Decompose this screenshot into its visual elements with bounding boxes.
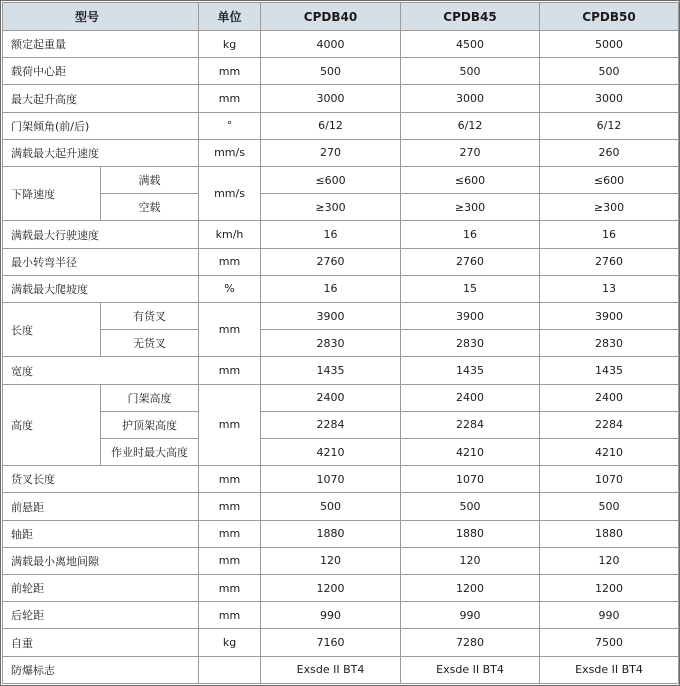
row-label: 防爆标志 <box>3 656 199 683</box>
row-unit: mm <box>199 248 261 275</box>
cell-value: 16 <box>261 221 401 248</box>
cell-value: 2284 <box>261 411 401 438</box>
row-unit: mm <box>199 303 261 357</box>
cell-value: 1070 <box>540 466 679 493</box>
row-label: 满载最大起升速度 <box>3 139 199 166</box>
cell-value: 1435 <box>401 357 540 384</box>
header-model-1: CPDB40 <box>261 3 401 31</box>
cell-value: 2830 <box>401 330 540 357</box>
cell-value: ≥300 <box>261 194 401 221</box>
cell-value: 500 <box>261 493 401 520</box>
cell-value: 1070 <box>401 466 540 493</box>
cell-value: 1200 <box>261 575 401 602</box>
row-unit: mm/s <box>199 167 261 221</box>
row-unit: mm <box>199 58 261 85</box>
row-label: 自重 <box>3 629 199 656</box>
sub-label: 作业时最大高度 <box>101 439 199 466</box>
sub-label: 空载 <box>101 194 199 221</box>
row-length-without-fork <box>3 330 679 357</box>
cell-value: 4210 <box>261 439 401 466</box>
row-fork-length <box>3 466 679 493</box>
cell-value: 1435 <box>261 357 401 384</box>
row-max-lift-speed <box>3 139 679 166</box>
row-unit: kg <box>199 629 261 656</box>
cell-value: 120 <box>540 547 679 574</box>
row-explosion-proof-mark <box>3 656 679 683</box>
row-label: 最大起升高度 <box>3 85 199 112</box>
cell-value: 120 <box>261 547 401 574</box>
cell-value: ≥300 <box>540 194 679 221</box>
cell-value: 500 <box>401 58 540 85</box>
cell-value: 7160 <box>261 629 401 656</box>
forklift-spec-table <box>2 2 679 684</box>
cell-value: 15 <box>401 275 540 302</box>
row-label: 高度 <box>3 384 101 466</box>
row-unit: mm/s <box>199 139 261 166</box>
row-height-overhead-guard <box>3 411 679 438</box>
row-front-overhang <box>3 493 679 520</box>
cell-value: 7280 <box>401 629 540 656</box>
cell-value: 6/12 <box>401 112 540 139</box>
row-wheelbase <box>3 520 679 547</box>
cell-value: 500 <box>540 58 679 85</box>
cell-value: 16 <box>540 221 679 248</box>
row-label: 最小转弯半径 <box>3 248 199 275</box>
row-height-max-working <box>3 439 679 466</box>
cell-value: 16 <box>401 221 540 248</box>
cell-value: 3000 <box>540 85 679 112</box>
cell-value: 1200 <box>401 575 540 602</box>
header-model-3: CPDB50 <box>540 3 679 31</box>
row-label: 轴距 <box>3 520 199 547</box>
cell-value: 1880 <box>401 520 540 547</box>
cell-value: ≤600 <box>401 167 540 194</box>
cell-value: 2284 <box>401 411 540 438</box>
row-unit: mm <box>199 384 261 466</box>
cell-value: 4500 <box>401 31 540 58</box>
row-label: 长度 <box>3 303 101 357</box>
row-label: 满载最大爬坡度 <box>3 275 199 302</box>
row-unit: % <box>199 275 261 302</box>
cell-value: 2760 <box>401 248 540 275</box>
row-rated-load <box>3 31 679 58</box>
cell-value: 3000 <box>261 85 401 112</box>
cell-value: Exsde II BT4 <box>540 656 679 683</box>
row-unit: mm <box>199 357 261 384</box>
cell-value: 500 <box>261 58 401 85</box>
header-model-2: CPDB45 <box>401 3 540 31</box>
row-max-gradeability <box>3 275 679 302</box>
row-unit: ° <box>199 112 261 139</box>
sub-label: 护顶架高度 <box>101 411 199 438</box>
row-height-mast <box>3 384 679 411</box>
sub-label: 满载 <box>101 167 199 194</box>
cell-value: 3900 <box>401 303 540 330</box>
sub-label: 门架高度 <box>101 384 199 411</box>
row-max-travel-speed <box>3 221 679 248</box>
cell-value: 3900 <box>540 303 679 330</box>
row-label: 门架倾角(前/后) <box>3 112 199 139</box>
row-label: 前轮距 <box>3 575 199 602</box>
cell-value: ≤600 <box>261 167 401 194</box>
cell-value: 2760 <box>540 248 679 275</box>
cell-value: 1070 <box>261 466 401 493</box>
cell-value: 270 <box>401 139 540 166</box>
cell-value: 2830 <box>540 330 679 357</box>
row-front-tread <box>3 575 679 602</box>
header-spec: 型号 <box>3 3 199 31</box>
cell-value: 2400 <box>540 384 679 411</box>
row-width <box>3 357 679 384</box>
cell-value: 270 <box>261 139 401 166</box>
cell-value: 990 <box>401 602 540 629</box>
cell-value: 2400 <box>261 384 401 411</box>
row-unit: km/h <box>199 221 261 248</box>
header-unit: 单位 <box>199 3 261 31</box>
row-unit: mm <box>199 547 261 574</box>
table-header <box>3 3 679 31</box>
row-min-turning-radius <box>3 248 679 275</box>
cell-value: 13 <box>540 275 679 302</box>
cell-value: 1880 <box>540 520 679 547</box>
row-unit: mm <box>199 520 261 547</box>
cell-value: 3000 <box>401 85 540 112</box>
row-label: 前悬距 <box>3 493 199 520</box>
row-rear-tread <box>3 602 679 629</box>
cell-value: 1435 <box>540 357 679 384</box>
cell-value: 1880 <box>261 520 401 547</box>
sub-label: 无货叉 <box>101 330 199 357</box>
row-label: 宽度 <box>3 357 199 384</box>
row-mast-tilt <box>3 112 679 139</box>
row-unit: mm <box>199 466 261 493</box>
header-row <box>3 3 679 31</box>
table-body <box>3 31 679 684</box>
cell-value: 4000 <box>261 31 401 58</box>
row-lowering-speed-loaded <box>3 167 679 194</box>
cell-value: 2830 <box>261 330 401 357</box>
row-unit: mm <box>199 602 261 629</box>
row-label: 下降速度 <box>3 167 101 221</box>
row-length-with-fork <box>3 303 679 330</box>
cell-value: 4210 <box>401 439 540 466</box>
cell-value: Exsde II BT4 <box>261 656 401 683</box>
row-lowering-speed-unloaded <box>3 194 679 221</box>
cell-value: 2284 <box>540 411 679 438</box>
row-min-ground-clearance <box>3 547 679 574</box>
row-service-weight <box>3 629 679 656</box>
cell-value: 2400 <box>401 384 540 411</box>
cell-value: 120 <box>401 547 540 574</box>
cell-value: 6/12 <box>540 112 679 139</box>
cell-value: 2760 <box>261 248 401 275</box>
row-unit: mm <box>199 493 261 520</box>
cell-value: 3900 <box>261 303 401 330</box>
row-label: 满载最小离地间隙 <box>3 547 199 574</box>
cell-value: 5000 <box>540 31 679 58</box>
cell-value: Exsde II BT4 <box>401 656 540 683</box>
cell-value: ≥300 <box>401 194 540 221</box>
cell-value: ≤600 <box>540 167 679 194</box>
cell-value: 260 <box>540 139 679 166</box>
row-unit: mm <box>199 85 261 112</box>
sub-label: 有货叉 <box>101 303 199 330</box>
cell-value: 500 <box>401 493 540 520</box>
row-label: 满载最大行驶速度 <box>3 221 199 248</box>
cell-value: 7500 <box>540 629 679 656</box>
cell-value: 990 <box>540 602 679 629</box>
row-label: 后轮距 <box>3 602 199 629</box>
row-label: 载荷中心距 <box>3 58 199 85</box>
row-load-center <box>3 58 679 85</box>
row-unit: kg <box>199 31 261 58</box>
row-unit: mm <box>199 575 261 602</box>
cell-value: 500 <box>540 493 679 520</box>
row-label: 货叉长度 <box>3 466 199 493</box>
cell-value: 4210 <box>540 439 679 466</box>
row-max-lift-height <box>3 85 679 112</box>
cell-value: 16 <box>261 275 401 302</box>
cell-value: 6/12 <box>261 112 401 139</box>
cell-value: 1200 <box>540 575 679 602</box>
row-label: 额定起重量 <box>3 31 199 58</box>
row-unit <box>199 656 261 683</box>
cell-value: 990 <box>261 602 401 629</box>
